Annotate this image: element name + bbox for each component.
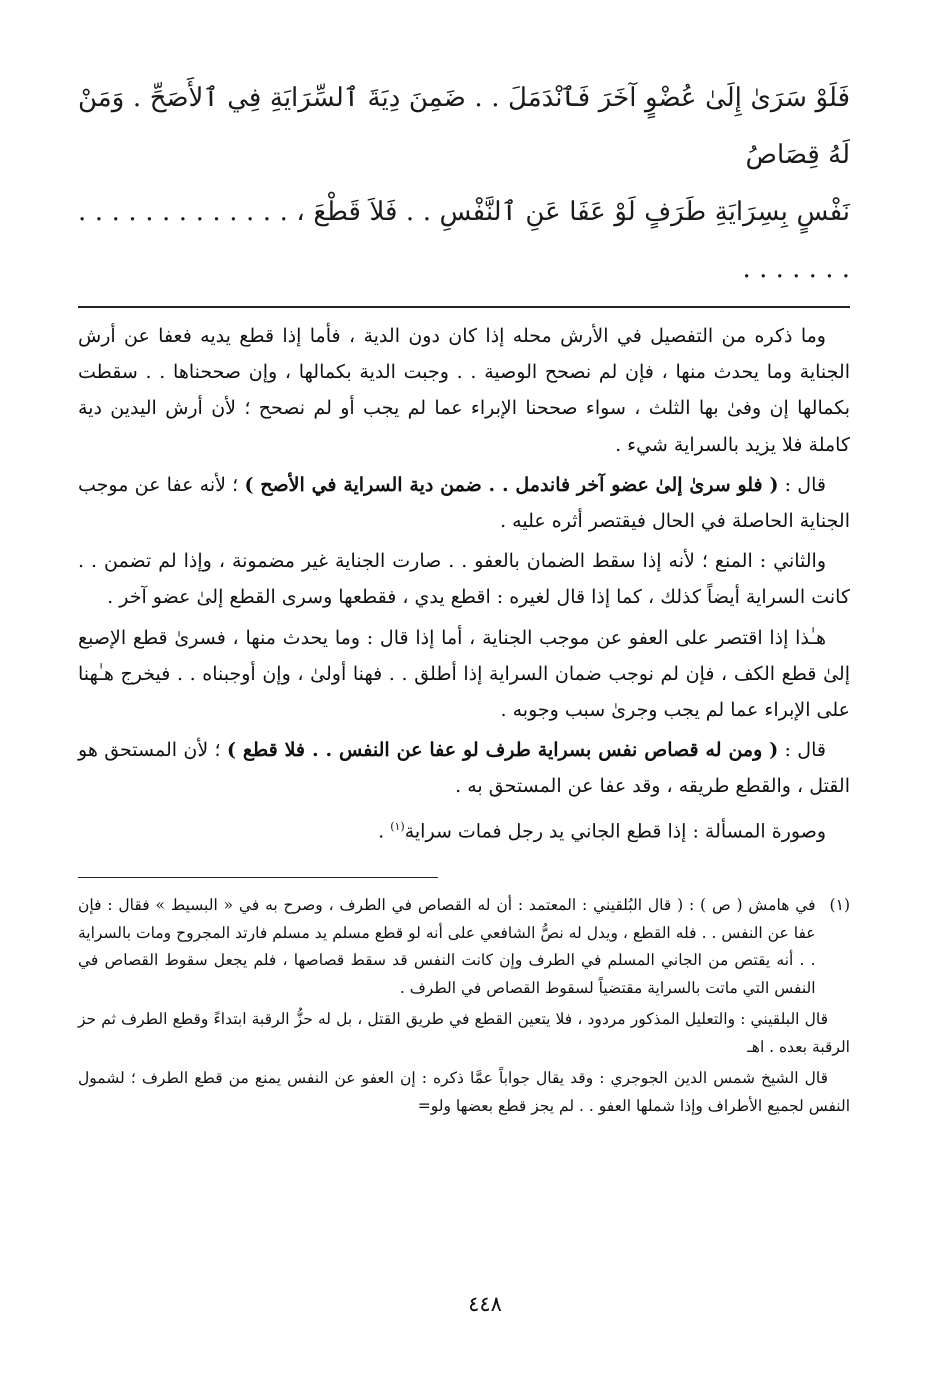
footnote-number: (١) <box>829 896 850 915</box>
footnote-reference[interactable]: (١) <box>390 819 405 833</box>
page-content <box>78 70 850 1124</box>
commentary-text-run: وصورة المسألة : إذا قطع الجاني يد رجل فمات سراية <box>404 819 826 842</box>
page-number: ٤٤٨ <box>468 1292 502 1316</box>
quoted-matn: ( ومن له قصاص نفس بسراية طرف لو عفا عن النفس . . فلا قطع ) <box>226 739 779 762</box>
matn-line-2: نَفْسٍ بِسِرَايَةِ طَرَفٍ لَوْ عَفَا عَنِ ٱلنَّفْسِ . . فَلاَ قَطْعَ ، . . . . . . . . . . . . . . . . . . . . <box>78 197 850 284</box>
footnote-1-text: في هامش ( ص ) : ( قال البُلقيني : المعتمد : أن له القصاص في الطرف ، وصرح به في « البسيط » فقال : فإن عفا عن النفس . . فله القطع ، ويدل له نصُّ الشافعي على أنه لو قطع مسلم يد مسلم فارتد المجروح ومات بالسراية . . أنه يقتص من الجاني المسلم في الطرف وإن كانت النفس قد سقط قصاصها ، فلم يجعل سقوط القصاص في النفس التي ماتت بالسراية مقتضياً لسقوط القصاص في الطرف . <box>78 896 816 997</box>
footnote-paragraph-3: قال الشيخ شمس الدين الجوجري : وقد يقال جواباً عمَّا ذكره : إن العفو عن النفس يمنع من قطع الطرف ؛ لشمول النفس لجميع الأطراف وإذا شملها العفو . . لم يجز قطع بعضها ولو= <box>78 1069 850 1115</box>
matn-separator <box>78 306 850 308</box>
footnote-paragraph-2: قال البلقيني : والتعليل المذكور مردود ، فلا يتعين القطع في طريق القتل ، بل له حزُّ الرقبة ابتداءً وقطع الطرف ثم حز الرقبة بعده . اهـ <box>78 1010 850 1056</box>
commentary-continuation: ؛ لأن المستحق هو القتل ، والقطع طريقه ، وقد عفا عن المستحق به . <box>78 739 850 798</box>
qala-label: قال : <box>778 739 826 762</box>
footnote-1 <box>78 892 850 1002</box>
commentary-continuation: ؛ لأنه عفا عن موجب الجناية الحاصلة في الحال فيقتصر أثره عليه . <box>78 473 850 533</box>
matn-text <box>78 70 850 298</box>
qala-label: قال : <box>778 473 826 496</box>
commentary-text-end: . <box>378 819 391 842</box>
commentary-text <box>78 318 850 849</box>
commentary-paragraph-4: هـٰذا إذا اقتصر على العفو عن موجب الجناية ، أما إذا قال : وما يحدث منها ، فسرىٰ قطع الإصبع إلىٰ قطع الكف ، فإن لم نوجب ضمان السراية إذا أطلق . . فهنا أولىٰ ، وإن أوجبناه . . فيخرج هـٰهنا على الإبراء عما لم يجب وجرىٰ سبب وجوبه . <box>78 626 850 722</box>
footnotes <box>78 892 850 1120</box>
commentary-paragraph-1: وما ذكره من التفصيل في الأرش محله إذا كان دون الدية ، فأما إذا قطع يديه فعفا عن أرش الجناية وما يحدث منها ، فإن لم نصحح الوصية . . وجبت الدية بكمالها ، وإن صححناها . . سقطت بكمالها إن وفىٰ بها الثلث ، سواء صححنا الإبراء عما لم يجب أو لم نصحح ؛ لأن أرش اليدين دية كاملة فلا يزيد بالسراية شيء . <box>78 325 850 456</box>
commentary-paragraph-2 <box>78 467 850 539</box>
commentary-paragraph-6 <box>78 809 850 850</box>
quoted-matn: ( فلو سرىٰ إلىٰ عضو آخر فاندمل . . ضمن دية السراية في الأصح ) <box>244 473 779 496</box>
matn-line-1: فَلَوْ سَرَىٰ إِلَىٰ عُضْوٍ آخَرَ فَٱنْدَمَلَ . . ضَمِنَ دِيَةَ ٱلسِّرَايَةِ فِي ٱلأَصَحِّ . وَمَنْ لَهُ قِصَاصُ <box>78 83 850 170</box>
commentary-paragraph-3: والثاني : المنع ؛ لأنه إذا سقط الضمان بالعفو . . صارت الجناية غير مضمونة ، وإذا لم تضمن . . كانت السراية أيضاً كذلك ، كما إذا قال لغيره : اقطع يدي ، فقطعها وسرى القطع إلىٰ عضو آخر . <box>78 550 850 609</box>
commentary-paragraph-5 <box>78 732 850 804</box>
footnote-separator <box>78 877 438 878</box>
